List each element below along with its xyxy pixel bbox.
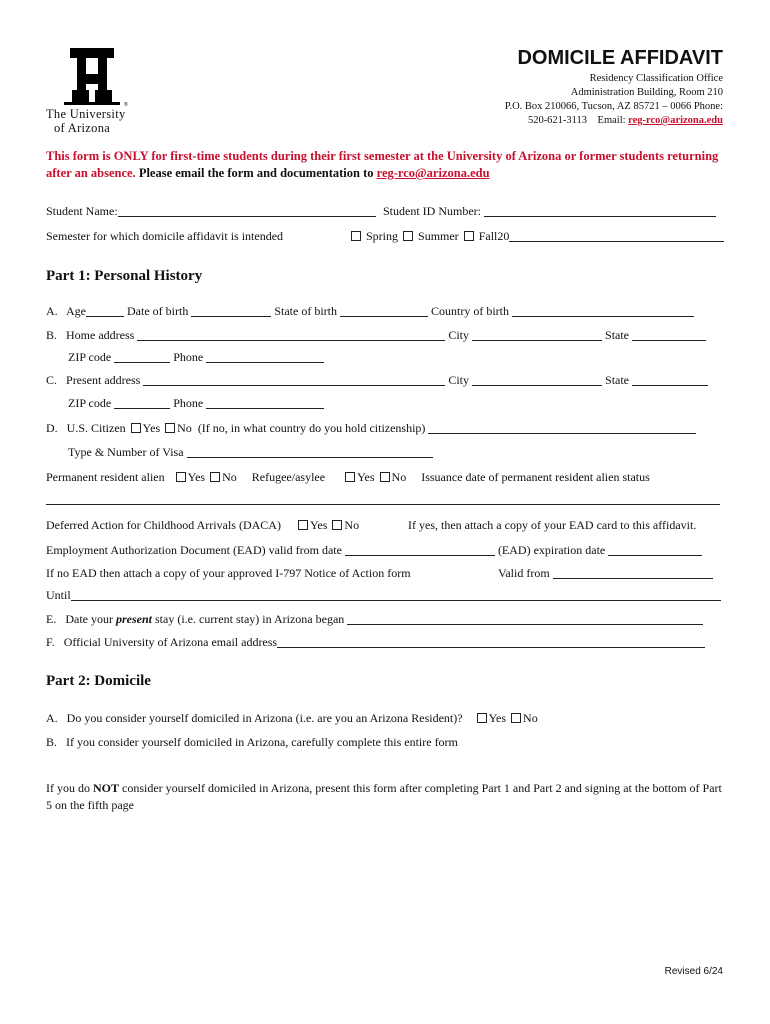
- home-phone-field[interactable]: [206, 351, 324, 363]
- svg-text:®: ®: [124, 102, 128, 108]
- ead-from-field[interactable]: [345, 544, 495, 556]
- until-label: Until: [46, 588, 71, 602]
- part1-row-c: [46, 373, 708, 388]
- notice-black-text: Please email the form and documentation to: [138, 166, 374, 180]
- row-b-letter: B.: [46, 328, 58, 342]
- part2-heading: Part 2: Domicile: [46, 673, 151, 689]
- until-field[interactable]: [71, 589, 721, 601]
- present-zip-label: ZIP code: [68, 396, 112, 410]
- refugee-yes-checkbox[interactable]: [345, 472, 355, 482]
- student-id-row: [383, 204, 716, 219]
- issuance-date-field[interactable]: [46, 493, 720, 505]
- form-title: DOMICILE AFFIDAVIT: [517, 47, 723, 69]
- row-c-letter: C.: [46, 373, 58, 387]
- part2-a-letter: A.: [46, 711, 58, 725]
- part1-heading: Part 1: Personal History: [46, 268, 203, 284]
- part2-b-letter: B.: [46, 735, 58, 749]
- refugee-no-label: No: [391, 470, 407, 484]
- closing-post: consider yourself domiciled in Arizona, present this form after completing Part 1 and Part 2 and signing at the bottom of Part 5 on the fifth page: [46, 781, 722, 812]
- daca-yes-checkbox[interactable]: [298, 520, 308, 530]
- student-id-field[interactable]: [484, 205, 716, 217]
- home-state-field[interactable]: [632, 329, 706, 341]
- citizen-no-checkbox[interactable]: [165, 423, 175, 433]
- age-field[interactable]: [86, 305, 124, 317]
- office-email-link[interactable]: reg-rco@arizona.edu: [628, 115, 723, 126]
- logo-line-2: of Arizona: [54, 121, 111, 135]
- office-name: Residency Classification Office: [589, 73, 723, 84]
- notice-red-text: This form is ONLY for first-time students during their first semester at the University of Arizona or former students returning after an absence.: [46, 149, 719, 180]
- present-phone-field[interactable]: [206, 397, 324, 409]
- dob-label: Date of birth: [127, 304, 189, 318]
- logo-line-1: The University: [46, 107, 126, 121]
- citizen-yes-label: Yes: [142, 421, 161, 435]
- home-city-label: City: [448, 328, 470, 342]
- home-city-field[interactable]: [472, 329, 602, 341]
- refugee-yes-label: Yes: [357, 470, 375, 484]
- row-f-letter: F.: [46, 635, 55, 649]
- age-label: Age: [66, 304, 87, 318]
- summer-checkbox[interactable]: [403, 231, 413, 241]
- citizen-yes-checkbox[interactable]: [131, 423, 141, 433]
- daca-label: Deferred Action for Childhood Arrivals (DACA): [46, 518, 281, 532]
- part1-row-f: [46, 635, 705, 650]
- ead-expiration-label: (EAD) expiration date: [497, 543, 606, 557]
- visa-row: [68, 445, 433, 460]
- daca-yes-label: Yes: [309, 518, 328, 532]
- ua-email-field[interactable]: [277, 636, 705, 648]
- part2-a-text: Do you consider yourself domiciled in Arizona (i.e. are you an Arizona Resident)?: [66, 711, 463, 725]
- student-name-field[interactable]: [118, 205, 376, 217]
- present-phone-label: Phone: [173, 396, 204, 410]
- dob-field[interactable]: [191, 305, 271, 317]
- student-id-label: Student ID Number:: [383, 204, 481, 218]
- i797-label: If no EAD then attach a copy of your approved I-797 Notice of Action form: [46, 566, 411, 580]
- perm-resident-yes-checkbox[interactable]: [176, 472, 186, 482]
- state-birth-field[interactable]: [340, 305, 428, 317]
- present-state-field[interactable]: [632, 374, 708, 386]
- daca-label-row: [46, 518, 359, 533]
- valid-from-row: [498, 566, 713, 581]
- until-row: [46, 588, 721, 603]
- issuance-label: Issuance date of permanent resident alien status: [421, 470, 650, 484]
- student-name-row: [46, 204, 376, 219]
- fall-checkbox[interactable]: [464, 231, 474, 241]
- citizenship-country-field[interactable]: [428, 422, 696, 434]
- valid-from-label: Valid from: [498, 566, 550, 580]
- perm-resident-label: Permanent resident alien: [46, 470, 165, 484]
- home-zip-phone-row: [68, 350, 324, 365]
- revision-date: Revised 6/24: [664, 966, 723, 977]
- notice-email-link[interactable]: reg-rco@arizona.edu: [376, 166, 490, 180]
- semester-label: Semester for which domicile affidavit is intended: [46, 229, 284, 243]
- summer-label: Summer: [418, 229, 459, 243]
- part2-row-a: [46, 711, 538, 726]
- domicile-yes-label: Yes: [488, 711, 507, 725]
- spring-label: Spring: [366, 229, 399, 243]
- semester-options: [349, 229, 724, 244]
- visa-label: Type & Number of Visa: [68, 445, 184, 459]
- f-text: Official University of Arizona email address: [63, 635, 278, 649]
- part1-row-d: [46, 421, 696, 436]
- perm-resident-no-checkbox[interactable]: [210, 472, 220, 482]
- ead-row: [46, 543, 702, 558]
- row-a-letter: A.: [46, 304, 58, 318]
- e-text-post: stay (i.e. current stay) in Arizona began: [155, 612, 345, 626]
- refugee-no-checkbox[interactable]: [380, 472, 390, 482]
- perm-resident-yes-label: Yes: [187, 470, 206, 484]
- part1-row-a: [46, 304, 694, 319]
- home-state-label: State: [605, 328, 630, 342]
- office-email-label: Email:: [597, 115, 626, 126]
- spring-checkbox[interactable]: [351, 231, 361, 241]
- present-zip-phone-row: [68, 396, 324, 411]
- office-pobox: P.O. Box 210066, Tucson, AZ 85721 – 0066 Phone:: [504, 101, 723, 112]
- fall-year-field[interactable]: [509, 230, 724, 242]
- row-d-letter: D.: [46, 421, 58, 435]
- part2-b-text: If you consider yourself domiciled in Arizona, carefully complete this entire form: [66, 735, 458, 749]
- closing-paragraph: [46, 780, 726, 814]
- domicile-no-checkbox[interactable]: [511, 713, 521, 723]
- row-e-letter: E.: [46, 612, 57, 626]
- valid-from-field[interactable]: [553, 567, 713, 579]
- closing-pre: If you do: [46, 781, 90, 795]
- student-name-label: Student Name:: [46, 204, 118, 218]
- office-contact: [528, 114, 723, 128]
- arrival-date-field[interactable]: [347, 613, 703, 625]
- country-birth-field[interactable]: [512, 305, 694, 317]
- home-phone-label: Phone: [173, 350, 204, 364]
- state-birth-label: State of birth: [274, 304, 337, 318]
- citizen-no-label: No: [177, 421, 192, 435]
- present-city-field[interactable]: [472, 374, 602, 386]
- university-logo: [44, 48, 144, 138]
- present-state-label: State: [605, 373, 630, 387]
- office-phone: 520-621-3113: [527, 115, 588, 126]
- present-city-label: City: [448, 373, 470, 387]
- country-birth-label: Country of birth: [430, 304, 509, 318]
- home-zip-field[interactable]: [114, 351, 170, 363]
- eligibility-notice: [46, 148, 726, 182]
- daca-note: If yes, then attach a copy of your EAD card to this affidavit.: [408, 518, 697, 532]
- office-building: Administration Building, Room 210: [570, 87, 723, 98]
- block-a-logo-icon: [44, 48, 144, 110]
- part1-row-e: [46, 612, 703, 627]
- present-zip-field[interactable]: [114, 397, 170, 409]
- present-address-label: Present address: [66, 373, 141, 387]
- present-address-field[interactable]: [143, 374, 445, 386]
- part1-row-b: [46, 328, 706, 343]
- fall-label: Fall20: [478, 229, 510, 243]
- home-zip-label: ZIP code: [68, 350, 112, 364]
- citizenship-question: (If no, in what country do you hold citizenship): [197, 421, 426, 435]
- perm-resident-no-label: No: [222, 470, 237, 484]
- residency-status-row: [46, 470, 650, 485]
- closing-not-emphasis: NOT: [93, 781, 120, 795]
- e-present-emphasis: present: [116, 612, 152, 626]
- domicile-yes-checkbox[interactable]: [477, 713, 487, 723]
- citizen-label: U.S. Citizen: [66, 421, 126, 435]
- home-address-label: Home address: [66, 328, 135, 342]
- daca-no-checkbox[interactable]: [332, 520, 342, 530]
- ead-expiration-field[interactable]: [608, 544, 702, 556]
- ead-from-label: Employment Authorization Document (EAD) valid from date: [46, 543, 342, 557]
- part2-row-b: [46, 735, 458, 750]
- home-address-field[interactable]: [137, 329, 445, 341]
- daca-no-label: No: [344, 518, 360, 532]
- visa-field[interactable]: [187, 446, 433, 458]
- e-text-pre: Date your: [65, 612, 113, 626]
- domicile-no-label: No: [523, 711, 538, 725]
- refugee-label: Refugee/asylee: [251, 470, 326, 484]
